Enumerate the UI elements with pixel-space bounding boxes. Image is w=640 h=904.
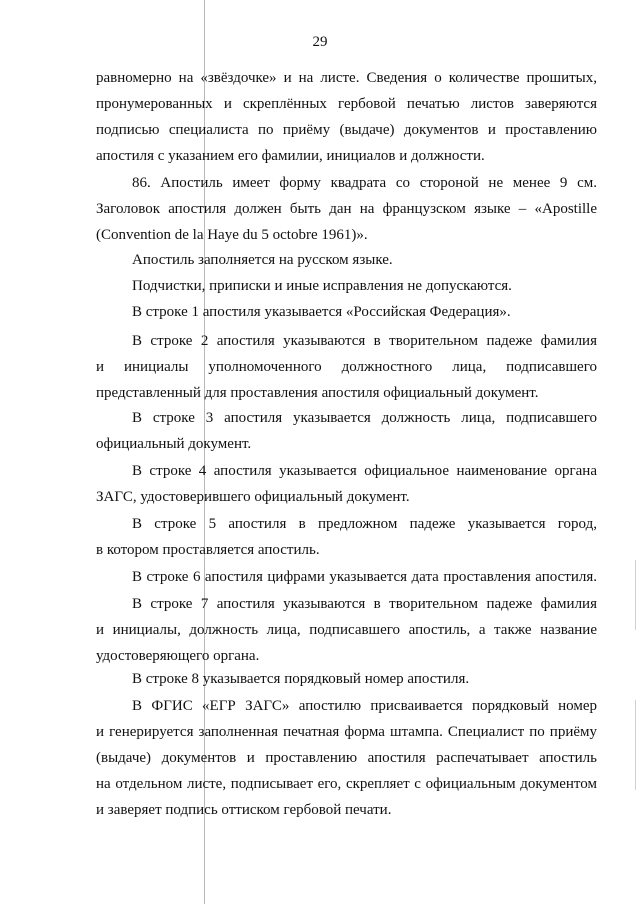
text-line: на отдельном листе, подписывает его, скрепляет с официальным документом	[96, 776, 597, 792]
paragraph-line-4	[96, 458, 597, 510]
text-line: равномерно на «звёздочке» и на листе. Сведения о количестве прошитых,	[96, 70, 597, 86]
text-line: Заголовок апостиля должен быть дан на французском языке – «Apostille	[96, 201, 597, 217]
scan-edge-mark	[635, 700, 636, 790]
paragraph-line-3	[96, 405, 597, 457]
paragraph-continuation	[96, 65, 597, 169]
paragraph-line-2	[96, 328, 597, 406]
text-line: в котором проставляется апостиль.	[96, 542, 320, 558]
paragraph-line-7	[96, 591, 597, 669]
text-line: и заверяет подпись оттиском гербовой печати.	[96, 802, 392, 818]
text-line: апостиля с указанием его фамилии, инициалов и должности.	[96, 148, 485, 164]
paragraph-language	[96, 247, 597, 273]
text-line: и инициалы уполномоченного должностного лица, подписавшего	[96, 359, 597, 375]
text-line: представленный для проставления апостиля официальный документ.	[96, 385, 539, 401]
paragraph-line-6	[96, 564, 597, 590]
text-line: удостоверяющего органа.	[96, 648, 260, 664]
text-line: (Convention de la Haye du 5 octobre 1961)».	[96, 227, 368, 243]
paragraph-corrections	[96, 273, 597, 299]
text-line: и инициалы, должность лица, подписавшего апостиль, а также название	[96, 622, 597, 638]
text-line: и генерируется заполненная печатная форма штампа. Специалист по приёму	[96, 724, 597, 740]
body-text	[96, 65, 597, 169]
text-line: Апостиль заполняется на русском языке.	[132, 252, 393, 268]
text-line: Подчистки, приписки и иные исправления не допускаются.	[132, 278, 512, 294]
paragraph-line-5	[96, 511, 597, 563]
paragraph-line-1	[96, 299, 597, 325]
text-line: официальный документ.	[96, 436, 252, 452]
text-line: В ФГИС «ЕГР ЗАГС» апостилю присваивается порядковый номер	[132, 698, 597, 714]
text-line: (выдаче) документов и проставлению апостиля распечатывает апостиль	[96, 750, 597, 766]
text-line: В строке 1 апостиля указывается «Российская Федерация».	[132, 304, 511, 320]
scan-edge-mark	[635, 560, 636, 630]
page-number: 29	[312, 34, 328, 50]
text-line: В строке 7 апостиля указываются в творительном падеже фамилия	[132, 596, 597, 612]
text-line: В строке 2 апостиля указываются в творительном падеже фамилия	[132, 333, 597, 349]
text-line: подписью специалиста по приёму (выдаче) документов и проставлению	[96, 122, 597, 138]
text-line: В строке 6 апостиля цифрами указывается дата проставления апостиля.	[132, 569, 597, 585]
paragraph-86	[96, 170, 597, 248]
text-line: В строке 5 апостиля в предложном падеже указывается город,	[132, 516, 597, 532]
paragraph-line-8	[96, 666, 597, 692]
text-line: В строке 3 апостиля указывается должность лица, подписавшего	[132, 410, 597, 426]
text-line: 86. Апостиль имеет форму квадрата со стороной не менее 9 см.	[132, 175, 597, 191]
text-line: ЗАГС, удостоверившего официальный документ.	[96, 489, 410, 505]
text-line: В строке 8 указывается порядковый номер апостиля.	[132, 671, 470, 687]
text-line: В строке 4 апостиля указывается официальное наименование органа	[132, 463, 597, 479]
paragraph-fgis	[96, 693, 597, 823]
text-line: пронумерованных и скреплённых гербовой печатью листов заверяются	[96, 96, 597, 112]
